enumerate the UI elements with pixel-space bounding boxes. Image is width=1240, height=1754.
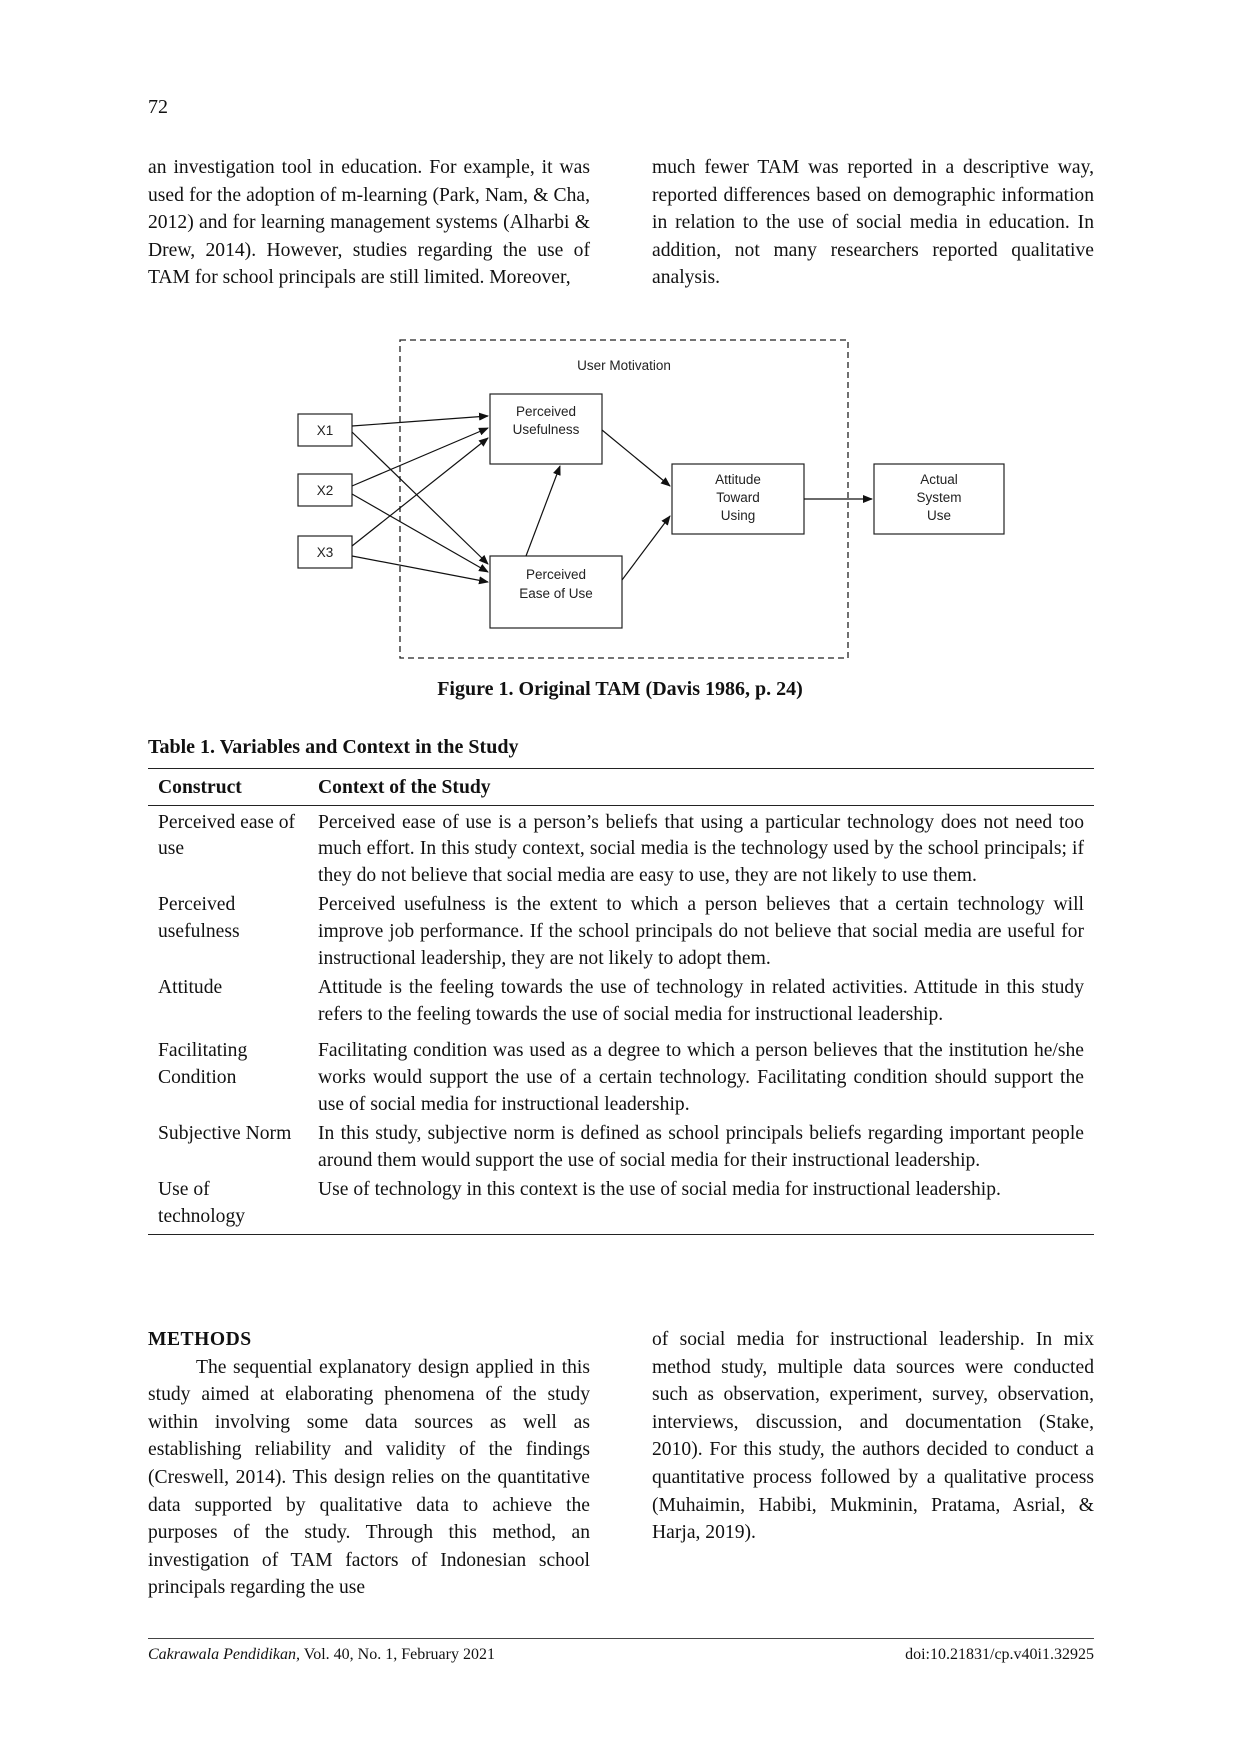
page-number: 72 xyxy=(148,96,168,118)
methods-heading: METHODS xyxy=(148,1329,252,1350)
arrow-x1-peou xyxy=(352,432,488,564)
construct-cell: Attitude xyxy=(158,977,223,999)
table-row xyxy=(148,1121,1094,1177)
methods-right-column xyxy=(652,1326,1094,1547)
x1-label: X1 xyxy=(316,423,334,438)
footer-journal xyxy=(148,1646,495,1664)
pu-line1: Perceived xyxy=(515,404,577,419)
table-row xyxy=(148,975,1094,1031)
arrow-x3-pu xyxy=(352,438,488,546)
context-cell: Facilitating condition was used as a degree to which a person believes that the institution he/she works would support the use of a certain technology. Facilitating condition should support the use of social media for instructional leadership. xyxy=(318,1040,1084,1115)
arrow-peou-att xyxy=(622,516,670,580)
intro-right-paragraph: much fewer TAM was reported in a descriptive way, reported differences based on demographic information in relation to the use of social media in education. In addition, not many researchers reported qualitative analysis. xyxy=(652,157,1094,289)
table-header-row xyxy=(148,769,1094,806)
context-header: Context of the Study xyxy=(308,769,1094,806)
att-line1: Attitude xyxy=(715,472,761,487)
att-line2: Toward xyxy=(716,490,760,505)
user-motivation-label: User Motivation xyxy=(577,358,671,373)
methods-left-column xyxy=(148,1326,590,1602)
intro-left-column xyxy=(148,154,590,292)
methods-left-paragraph: The sequential explanatory design applied in this study aimed at elaborating phenomena of the study within involving some data sources as well as establishing reliability and validity of the findings (Creswell, 2014). This design relies on the quantitative data supported by qualitative data to achieve the purposes of the study. Through this method, an investigation of TAM factors of Indonesian school principals regarding the use xyxy=(148,1356,590,1599)
arrow-x1-pu xyxy=(352,416,488,426)
footer-journal-issue: Vol. 40, No. 1, February 2021 xyxy=(299,1646,495,1663)
arrow-pu-att xyxy=(602,430,670,486)
footer-journal-name: Cakrawala Pendidikan, xyxy=(148,1646,300,1663)
intro-left-paragraph: an investigation tool in education. For example, it was used for the adoption of m-learning (Park, Nam, & Cha, 2012) and for learning management systems (Alharbi & Drew, 2014). However, studies regarding the use of TAM for school principals are still limited. Moreover, xyxy=(148,157,590,289)
att-line3: Using xyxy=(720,508,756,523)
peou-line1: Perceived xyxy=(525,567,587,582)
construct-cell: Perceived ease of use xyxy=(158,811,296,860)
asu-line1: Actual xyxy=(920,472,958,487)
context-cell: Attitude is the feeling towards the use of technology in related activities. Attitude in this study refers to the feeling towards the use of social media for instructional leadership. xyxy=(318,977,1084,1025)
arrow-peou-pu xyxy=(526,466,560,556)
footer-doi: doi:10.21831/cp.v40i1.32925 xyxy=(905,1646,1094,1663)
construct-header: Construct xyxy=(148,769,308,806)
pu-line2: Usefulness xyxy=(512,422,580,437)
table-row xyxy=(148,1031,1094,1121)
x3-label: X3 xyxy=(316,545,334,560)
asu-line2: System xyxy=(916,490,962,505)
construct-cell: Use of technology xyxy=(158,1179,246,1227)
construct-cell: Facilitating Condition xyxy=(158,1040,248,1088)
peou-line2: Ease of Use xyxy=(519,586,593,601)
tam-diagram xyxy=(290,336,1020,666)
arrow-x2-pu xyxy=(352,428,488,486)
tam-diagram-svg xyxy=(290,336,1020,666)
variables-table xyxy=(148,768,1094,1235)
asu-line3: Use xyxy=(926,508,952,523)
table-row xyxy=(148,805,1094,892)
construct-cell: Perceived usefulness xyxy=(158,894,240,942)
figure-caption: Figure 1. Original TAM (Davis 1986, p. 24) xyxy=(437,678,803,700)
context-cell: Use of technology in this context is the use of social media for instructional leadership. xyxy=(318,1179,1001,1201)
context-cell: Perceived ease of use is a person’s beliefs that using a particular technology does not need too much effort. In this study context, social media is the technology used by the school principals; if they do not believe that social media are easy to use, they are not likely to use them. xyxy=(318,811,1084,886)
methods-right-paragraph: of social media for instructional leadership. In mix method study, multiple data sources were conducted such as observation, experiment, survey, observation, interviews, discussion, and documentation (Stake, 2010). For this study, the authors decided to conduct a quantitative process followed by a qualitative process (Muhaimin, Habibi, Mukminin, Pratama, Asrial, & Harja, 2019). xyxy=(652,1329,1094,1544)
intro-right-column xyxy=(652,154,1094,292)
context-cell: Perceived usefulness is the extent to which a person believes that a certain technology will improve job performance. If the school principals do not believe that social media are useful for instructional leadership, they are not likely to adopt them. xyxy=(318,894,1084,969)
x2-label: X2 xyxy=(316,483,334,498)
table-row xyxy=(148,1177,1094,1234)
table-caption: Table 1. Variables and Context in the Study xyxy=(148,736,519,758)
construct-cell: Subjective Norm xyxy=(158,1123,292,1145)
context-cell: In this study, subjective norm is defined as school principals beliefs regarding important people around them would support the use of social media for their instructional leadership. xyxy=(318,1123,1084,1171)
footer-divider xyxy=(148,1638,1094,1639)
table-row xyxy=(148,892,1094,975)
